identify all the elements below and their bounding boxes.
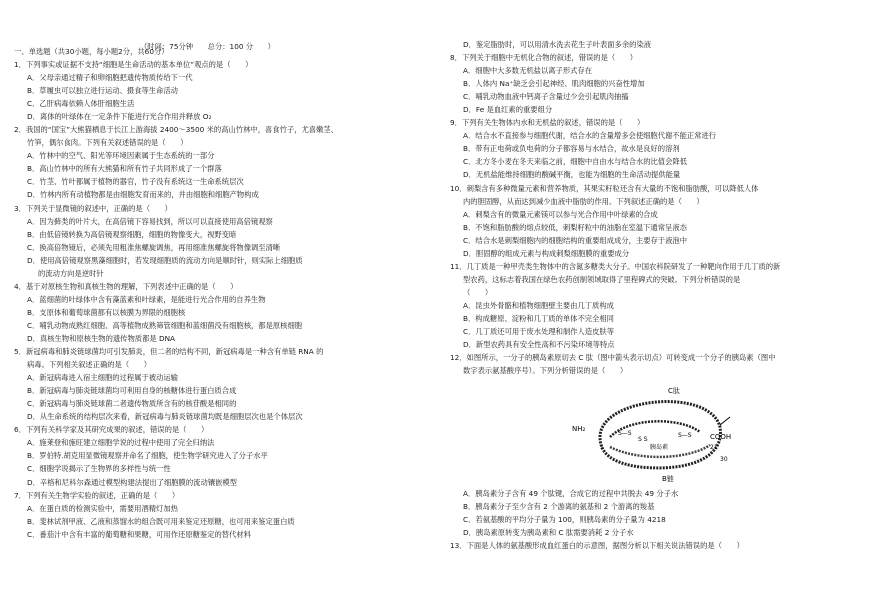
question-text: 9．下列有关生物体内水和无机盐的叙述，错误的是（ ）: [450, 118, 645, 128]
answer-option: C．几丁质还可用于废水处理和制作人造皮肤等: [463, 327, 615, 337]
insulin-figure: [570, 377, 860, 487]
answer-option: B．由低倍镜转换为高倍镜观察细胞，细胞的物像变大，视野变暗: [27, 229, 237, 239]
answer-option: D．鉴定脂肪时，可以用清水洗去花生子叶表面多余的染液: [463, 40, 652, 49]
answer-option: A．蓝细菌的叶绿体中含有藻蓝素和叶绿素，是能进行光合作用的自养生物: [27, 294, 266, 304]
answer-option: B．斐林试剂甲液、乙液和蒸馏水的组合既可用来鉴定还原糖，也可用来鉴定蛋白质: [27, 516, 295, 526]
cooh-label: COOH: [710, 433, 732, 442]
answer-option: C．竹茎、竹叶都属于植物的器官，竹子没有系统这一生命系统层次: [27, 177, 244, 187]
answer-option: C．若氨基酸的平均分子量为 100，则胰岛素的分子量为 4218: [463, 515, 666, 525]
answer-option: C．结合水是刺梨细胞内的细胞结构的重要组成成分，主要存于液泡中: [463, 235, 687, 245]
question-text: 5．新冠病毒和肺炎链球菌均可引发肺炎，但二者的结构不同，新冠病毒是一种含有单链 RNA 的: [14, 347, 324, 357]
answer-option: 的流动方向是逆时针: [38, 268, 104, 278]
question-text: 4．基于对原核生物和真核生物的理解，下列表述中正确的是（ ）: [14, 281, 238, 291]
insulin-label: 胰岛素: [650, 444, 669, 452]
question-text: 6．下列有关科学家及其研究成果的叙述，错误的是（ ）: [14, 425, 209, 435]
ss-bond-2: S S: [638, 436, 648, 444]
question-text: 13．下面是人体的氨基酸形成血红蛋白的示意图，据图分析以下相关说法错误的是（ ）: [450, 541, 744, 551]
question-text: 12．如图所示，一分子的胰岛素原切去 C 肽（图中箭头表示切点）可转变成一个分子的胰岛素（图中: [450, 353, 776, 363]
answer-option: C．番茄汁中含有丰富的葡萄糖和果糖，可用作还原糖鉴定的替代材料: [27, 529, 251, 539]
answer-option: C．哺乳动物成熟红细胞、高等植物成熟筛管细胞和蓝细菌没有细胞核，都是原核细胞: [27, 320, 303, 330]
right-column: [450, 38, 860, 552]
nh2-label: NH₂: [572, 425, 586, 434]
answer-option: C．新冠病毒与肺炎链球菌二者遗传物质所含有的核苷酸是相同的: [27, 399, 237, 409]
answer-option: D．从生命系统的结构层次来看，新冠病毒与肺炎链球菌均既是细胞层次也是个体层次: [27, 412, 303, 422]
answer-option: C．北方冬小麦在冬天来临之前，细胞中自由水与结合水的比值会降低: [463, 157, 687, 167]
question-text-cont: 病毒。下列相关叙述正确的是（ ）: [27, 360, 152, 370]
answer-option: A．胰岛素分子含有 49 个肽键，合成它的过程中共脱去 49 分子水: [463, 489, 679, 499]
insulin-diagram: [570, 377, 740, 487]
left-column: [14, 45, 438, 541]
answer-option: B．构成糖原、淀粉和几丁质的单体不完全相同: [463, 313, 614, 323]
answer-option: A．细胞中大多数无机盐以离子形式存在: [463, 66, 593, 76]
question-text: 1．下列事实或证据不支持“细胞是生命活动的基本单位”观点的是（ ）: [14, 60, 253, 69]
answer-option: D．使用高倍镜观察黑藻细胞时，若发现细胞质的流动方向是顺时针，则实际上细胞质: [27, 255, 303, 265]
answer-option: A．刺梨含有的微量元素镁可以参与光合作用中叶绿素的合成: [463, 209, 658, 219]
question-text: 2．我国的“国宝”大熊猫栖息于长江上游海拔 2400～3500 米的高山竹林中，喜食竹子，尤喜嫩茎、: [14, 125, 338, 135]
answer-option: A．因为藓类的叶片大，在高倍镜下容易找到，所以可以直接使用高倍镜观察: [27, 216, 273, 226]
b-chain-label: B链: [662, 475, 674, 484]
answer-option: D．离体的叶绿体在一定条件下能进行光合作用并释放 O₂: [27, 112, 212, 122]
answer-option: D．Fe 是血红素的重要组分: [463, 105, 553, 115]
answer-option: A．结合水不直接参与细胞代谢，结合水的含量增多会使细胞代谢不能正常进行: [463, 131, 717, 141]
answer-option: D．胆固醇的组成元素与构成刺梨细胞膜的重要成分: [463, 248, 630, 258]
answer-option: D．辛格和尼科尔森通过模型构建法提出了细胞膜的流动镶嵌模型: [27, 477, 237, 487]
question-text-cont: 内的胆固醇，从而达到减少血液中脂肪的作用。下列叙述正确的是（ ）: [463, 196, 704, 206]
answer-option: D．真核生物和原核生物的遗传物质都是 DNA: [27, 333, 176, 343]
answer-option: A．在蛋白质的检测实验中，需要用酒精灯加热: [27, 503, 178, 513]
answer-option: C．乙肝病毒依赖人体肝细胞生活: [27, 99, 135, 109]
n30-label: 30: [720, 456, 728, 464]
n1-label: 1: [600, 444, 604, 452]
answer-option: B．新冠病毒与肺炎链球菌均可利用自身的核糖体进行蛋白质合成: [27, 386, 237, 396]
question-text: 11．几丁质是一种甲壳类生物体中的含氮多糖类大分子。中国农科院研发了一种靶向作用于几丁质的新: [450, 261, 781, 271]
answer-option: B．高山竹林中的所有大熊猫和所有竹子共同形成了一个群落: [27, 164, 222, 174]
exam-header: （时间：75分钟 总分：100 分 ）: [140, 42, 275, 51]
answer-option: B．人体内 Na⁺缺乏会引起神经、肌肉细胞的兴奋性增加: [463, 79, 645, 89]
answer-option: A．昆虫外骨骼和植物细胞壁主要由几丁质构成: [463, 300, 614, 310]
question-text: 8．下列关于细胞中无机化合物的叙述，错误的是（ ）: [450, 53, 638, 63]
question-text-cont: 竹笋，偶尔食肉。下列有关叙述错误的是（ ）: [27, 138, 188, 148]
ss-bond-3: S—S: [678, 432, 692, 440]
answer-option: B．带有正电荷或负电荷的分子都容易与水结合，故水是良好的溶剂: [463, 144, 680, 154]
answer-option: B．胰岛素分子至少含有 2 个游离的氨基和 2 个游离的羧基: [463, 502, 655, 512]
answer-option: B．不饱和脂肪酸的熔点较低，刺梨籽粒中的油脂在室温下通常呈液态: [463, 222, 687, 232]
answer-option: C．哺乳动物血液中钙离子含量过少会引起肌肉抽搐: [463, 92, 629, 102]
answer-option: B．罗伯特.胡克用显微镜观察并命名了细胞，使生物学研究进入了分子水平: [27, 451, 268, 461]
ss-bond-1: S—S: [618, 430, 632, 438]
answer-option: C．换高倍物镜后，必须先用粗准焦螺旋调焦，再用细准焦螺旋将物像调至清晰: [27, 242, 281, 252]
question-text: 10．刺梨含有多种微量元素和营养物质，其果实籽粒还含有大量的不饱和脂肪酸，可以降低人体: [450, 183, 759, 193]
answer-option: D．新型农药具有安全性高和不污染环境等特点: [463, 340, 615, 350]
question-text: 7．下列有关生物学实验的叙述，正确的是（ ）: [14, 490, 180, 500]
answer-option: A．竹林中的空气、阳光等环境因素属于生态系统的一部分: [27, 151, 215, 161]
answer-option: A．新冠病毒进入宿主细胞的过程属于被动运输: [27, 373, 178, 383]
answer-option: B．草履虫可以独立进行运动、摄食等生命活动: [27, 86, 178, 96]
answer-option: B．支原体和葡萄球菌都有以核膜为界限的细胞核: [27, 307, 186, 317]
question-text-cont: （ ）: [463, 287, 493, 297]
c-peptide-label: C肽: [668, 387, 680, 396]
n21-label: 21: [710, 444, 718, 452]
question-text-cont: 型农药，这标志着我国在绿色农药创制领域取得了里程碑式的突破。下列分析错误的是: [463, 274, 741, 284]
answer-option: A．施莱登和施旺建立细胞学说的过程中使用了完全归纳法: [27, 438, 215, 448]
section-title: 一、单选题（共30小题，每小题2分，共60分）: [14, 47, 169, 56]
answer-option: A．父母亲通过精子和卵细胞把遗传物质传给下一代: [27, 73, 193, 83]
answer-option: C．细胞学说揭示了生物界的多样性与统一性: [27, 464, 171, 474]
question-text: 3．下列关于显微镜的叙述中，正确的是（ ）: [14, 203, 172, 213]
question-text-cont: 数字表示氨基酸序号）。下列分析错误的是（ ）: [463, 366, 628, 376]
answer-option: D．无机盐能维持细胞的酸碱平衡，也能为细胞的生命活动提供能量: [463, 170, 681, 180]
answer-option: D．竹林内所有动植物都是由细胞发育而来的，并由细胞和细胞产物构成: [27, 190, 259, 200]
answer-option: D．胰岛素原转变为胰岛素和 C 肽需要消耗 2 分子水: [463, 528, 634, 538]
